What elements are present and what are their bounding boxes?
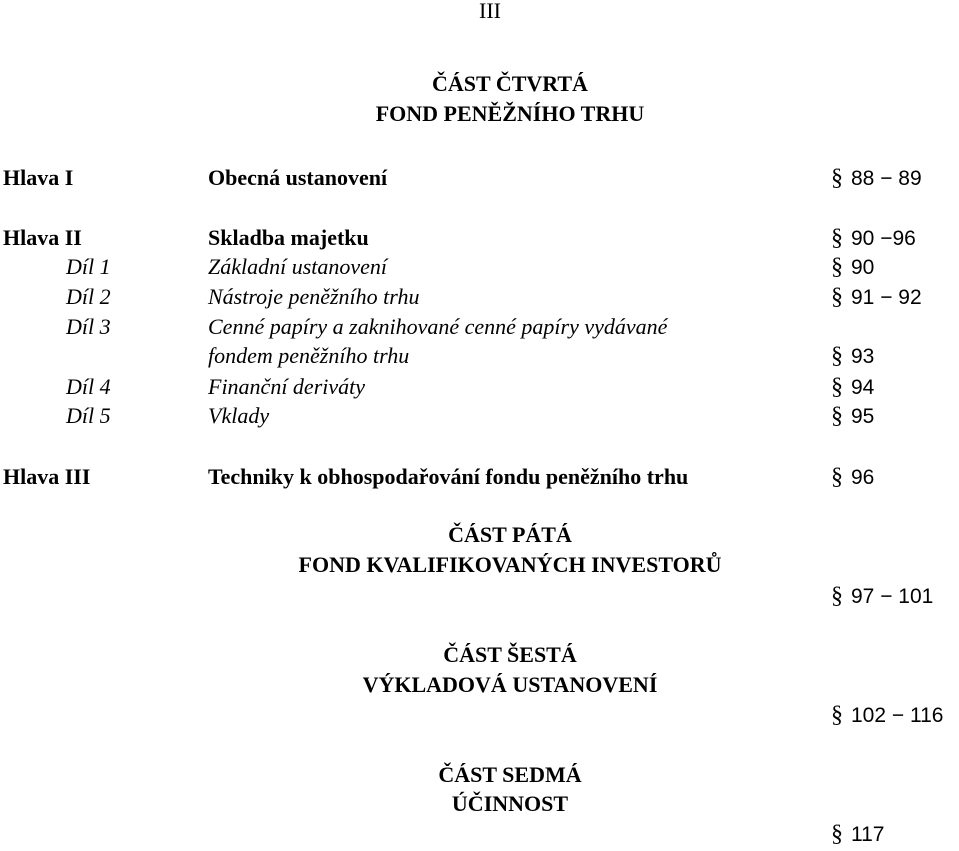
- dil3-title: Cenné papíry a zaknihované cenné papíry vydávané: [208, 314, 668, 339]
- section-sign-icon: §: [831, 225, 843, 251]
- dil2-sections: § 91 − 92: [831, 284, 922, 310]
- part4-title: FOND PENĚŽNÍHO TRHU: [375, 101, 645, 126]
- section-sign-icon: §: [831, 284, 843, 310]
- part5-sections: § 97 − 101: [831, 583, 934, 609]
- dil2-title: Nástroje peněžního trhu: [208, 284, 420, 309]
- part7-title: ÚČINNOST: [451, 791, 569, 816]
- section-sign-icon: §: [831, 583, 843, 609]
- section-sign-icon: §: [831, 702, 843, 728]
- section-sign-icon: §: [831, 374, 843, 400]
- part6-heading: ČÁST ŠESTÁ: [443, 642, 577, 667]
- part6-title: VÝKLADOVÁ USTANOVENÍ: [362, 672, 658, 697]
- part5-heading: ČÁST PÁTÁ: [448, 522, 572, 547]
- dil5-label: Díl 5: [66, 403, 111, 428]
- page-number: III: [479, 0, 501, 23]
- hlava3-title: Techniky k obhospodařování fondu peněžního trhu: [208, 464, 689, 489]
- dil4-label: Díl 4: [66, 374, 111, 399]
- hlava1-label: Hlava I: [3, 165, 74, 190]
- dil1-label: Díl 1: [66, 254, 111, 279]
- dil4-sections: § 94: [831, 374, 875, 400]
- dil5-title: Vklady: [208, 403, 270, 428]
- hlava2-title: Skladba majetku: [208, 225, 369, 250]
- hlava3-label: Hlava III: [3, 464, 91, 489]
- part5-title: FOND KVALIFIKOVANÝCH INVESTORŮ: [298, 552, 722, 577]
- hlava1-sections: § 88 − 89: [831, 165, 922, 191]
- section-sign-icon: §: [831, 254, 843, 280]
- part7-sections: § 117: [831, 821, 885, 847]
- dil3-label: Díl 3: [66, 314, 111, 339]
- section-sign-icon: §: [831, 343, 843, 369]
- hlava1-title: Obecná ustanovení: [208, 165, 388, 190]
- dil2-label: Díl 2: [66, 284, 111, 309]
- dil5-sections: § 95: [831, 403, 875, 429]
- dil3-title-continued: fondem peněžního trhu: [208, 343, 410, 368]
- part4-heading: ČÁST ČTVRTÁ: [432, 71, 588, 96]
- section-sign-icon: §: [831, 403, 843, 429]
- dil1-title: Základní ustanovení: [208, 254, 388, 279]
- hlava2-sections: § 90 −96: [831, 225, 916, 251]
- part6-sections: § 102 − 116: [831, 702, 944, 728]
- hlava3-sections: § 96: [831, 464, 875, 490]
- section-sign-icon: §: [831, 464, 843, 490]
- section-sign-icon: §: [831, 821, 843, 847]
- hlava2-label: Hlava II: [3, 225, 82, 250]
- dil1-sections: § 90: [831, 254, 875, 280]
- dil4-title: Finanční deriváty: [208, 374, 366, 399]
- section-sign-icon: §: [831, 165, 843, 191]
- dil3-sections: § 93: [831, 343, 875, 369]
- part7-heading: ČÁST SEDMÁ: [438, 762, 582, 787]
